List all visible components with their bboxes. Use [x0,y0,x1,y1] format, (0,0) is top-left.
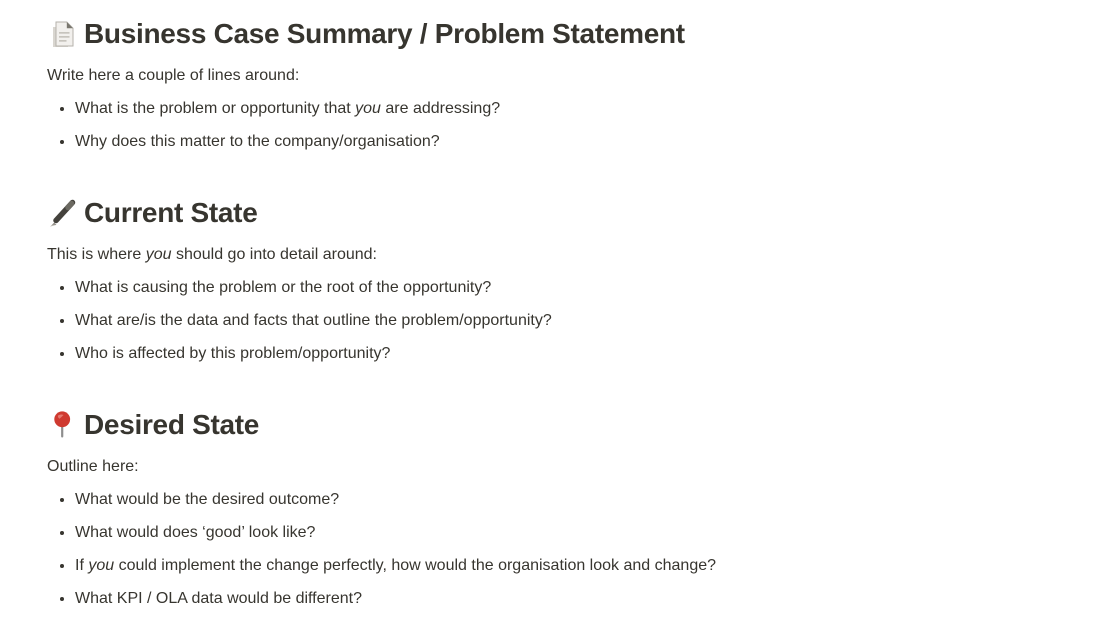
list-item [75,586,1065,611]
text-run: What KPI / OLA data would be different? [75,590,362,607]
text-run: Outline here: [47,458,139,475]
italic-run: you [355,100,381,117]
pen-icon [47,198,77,228]
intro-text [47,243,1065,267]
italic-run: you [145,246,172,263]
section-desired-state [47,407,1065,611]
text-run: Who is affected by this problem/opportunity? [75,345,391,362]
section-current-state [47,195,1065,366]
bullet-list [47,275,1065,366]
text-run: What is causing the problem or the root of the opportunity? [75,279,492,296]
text-run: could implement the change perfectly, how would the organisation look and change? [114,557,717,574]
section-heading [47,16,1065,52]
italic-run: you [88,557,115,574]
text-run: What is the problem or opportunity that [75,100,356,117]
list-item [75,96,1065,121]
section-heading [47,407,1065,443]
bullet-list [47,487,1065,611]
section-business-case-summary [47,16,1065,154]
text-run: What would does ‘good’ look like? [75,524,316,541]
list-item [75,487,1065,512]
text-run: What are/is the data and facts that outline the problem/opportunity? [75,312,552,329]
section-title: Current State [84,197,258,228]
text-run: Why does this matter to the company/organisation? [75,133,440,150]
list-item [75,553,1065,578]
text-run: are addressing? [380,100,501,117]
text-run: What would be the desired outcome? [75,491,340,508]
text-run: Write here a couple of lines around: [47,67,300,84]
list-item [75,308,1065,333]
section-title: Desired State [84,409,260,440]
list-item [75,129,1065,154]
list-item [75,275,1065,300]
bullet-list [47,96,1065,154]
page-with-curl-icon [47,19,77,49]
text-run: If [75,557,89,574]
text-run: This is where [47,246,146,263]
intro-text [47,455,1065,479]
list-item [75,520,1065,545]
round-pushpin-icon [47,410,77,440]
section-heading [47,195,1065,231]
text-run: should go into detail around: [171,246,377,263]
section-title: Business Case Summary / Problem Statement [84,18,685,49]
list-item [75,341,1065,366]
intro-text [47,64,1065,88]
